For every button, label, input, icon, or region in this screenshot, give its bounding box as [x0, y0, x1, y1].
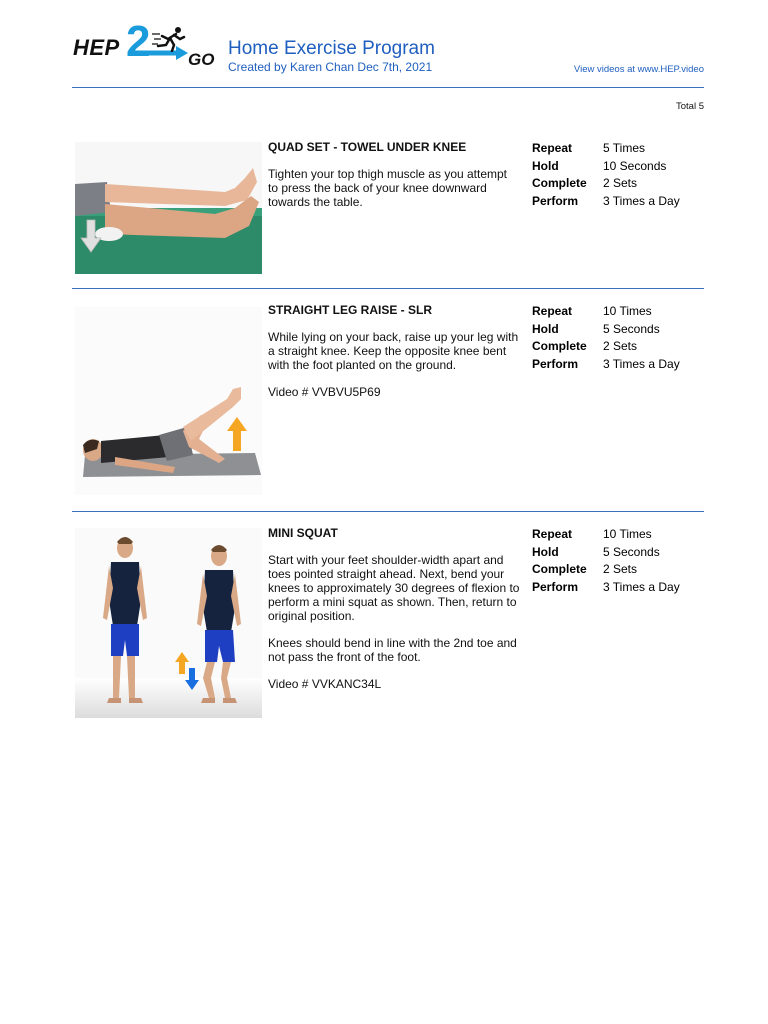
param-value: 5 Times	[603, 141, 646, 155]
description-paragraph: Knees should bend in line with the 2nd toe and not pass the front of the foot.	[268, 636, 517, 664]
param-repeat	[532, 526, 704, 544]
param-value: 2 Sets	[603, 339, 638, 353]
hep2go-logo	[72, 17, 222, 70]
exercise-params	[532, 303, 704, 373]
logo-two-text: 2	[126, 17, 151, 66]
exercise-item	[72, 524, 704, 724]
page-header	[72, 18, 704, 88]
exercise-name: QUAD SET - TOWEL UNDER KNEE	[268, 140, 467, 154]
description-paragraph: Start with your feet shoulder-width apart and toes pointed straight ahead. Next, bend your knees to approximately 30 degrees of flexion to perform a mini squat as shown. Then, return to original position.	[268, 553, 520, 623]
param-label: Repeat	[532, 527, 573, 541]
param-value: 10 Seconds	[603, 158, 667, 173]
exercise-text	[268, 526, 520, 704]
param-perform	[532, 579, 704, 597]
param-label: Complete	[532, 339, 587, 353]
param-value: 3 Times a Day	[603, 356, 680, 371]
logo-go-text: GO	[188, 50, 215, 69]
param-repeat	[532, 303, 704, 321]
param-repeat	[532, 140, 704, 158]
exercise-text	[268, 303, 520, 412]
exercise-divider	[72, 511, 704, 512]
param-complete	[532, 338, 704, 356]
exercise-params	[532, 526, 704, 596]
param-perform	[532, 193, 704, 211]
exercise-image-straight-leg-raise	[75, 307, 262, 495]
exercise-item	[72, 138, 704, 288]
param-value: 2 Sets	[603, 562, 638, 576]
page-subtitle: Created by Karen Chan Dec 7th, 2021	[228, 60, 433, 74]
param-hold	[532, 321, 704, 339]
video-code: Video # VVKANC34L	[268, 677, 382, 691]
param-label: Complete	[532, 176, 587, 190]
description-paragraph: While lying on your back, raise up your leg with a straight knee. Keep the opposite knee bent with the foot planted on the ground.	[268, 330, 519, 372]
param-label: Perform	[532, 193, 579, 208]
param-hold	[532, 158, 704, 176]
param-value: 5 Seconds	[603, 321, 660, 336]
param-value: 10 Times	[603, 304, 652, 318]
exercise-text	[268, 140, 520, 222]
param-value: 5 Seconds	[603, 544, 660, 559]
header-divider	[72, 87, 704, 88]
param-value: 3 Times a Day	[603, 579, 680, 594]
param-label: Perform	[532, 356, 579, 371]
param-complete	[532, 175, 704, 193]
exercise-image-mini-squat	[75, 528, 262, 718]
total-count: Total 5	[676, 101, 704, 112]
param-label: Repeat	[532, 141, 573, 155]
exercise-item	[72, 301, 704, 511]
exercise-description	[268, 553, 520, 691]
exercise-name: MINI SQUAT	[268, 526, 338, 540]
exercise-description	[268, 330, 520, 399]
page-title: Home Exercise Program	[228, 38, 435, 59]
param-perform	[532, 356, 704, 374]
param-label: Hold	[532, 544, 559, 559]
description-paragraph: Tighten your top thigh muscle as you attempt to press the back of your knee downward towards the table.	[268, 167, 508, 209]
exercise-description	[268, 167, 520, 209]
param-value: 2 Sets	[603, 176, 638, 190]
param-value: 10 Times	[603, 527, 652, 541]
video-code: Video # VVBVU5P69	[268, 385, 381, 399]
logo-hep-text: HEP	[73, 35, 120, 60]
videos-link[interactable]: View videos at www.HEP.video	[573, 64, 704, 75]
exercise-name: STRAIGHT LEG RAISE - SLR	[268, 303, 433, 317]
param-hold	[532, 544, 704, 562]
param-label: Hold	[532, 321, 559, 336]
param-value: 3 Times a Day	[603, 193, 680, 208]
param-label: Perform	[532, 579, 579, 594]
exercise-params	[532, 140, 704, 210]
param-label: Complete	[532, 562, 587, 576]
exercise-image-quad-set	[75, 142, 262, 274]
param-label: Hold	[532, 158, 559, 173]
param-label: Repeat	[532, 304, 573, 318]
exercise-divider	[72, 288, 704, 289]
runner-icon	[152, 26, 186, 52]
param-complete	[532, 561, 704, 579]
